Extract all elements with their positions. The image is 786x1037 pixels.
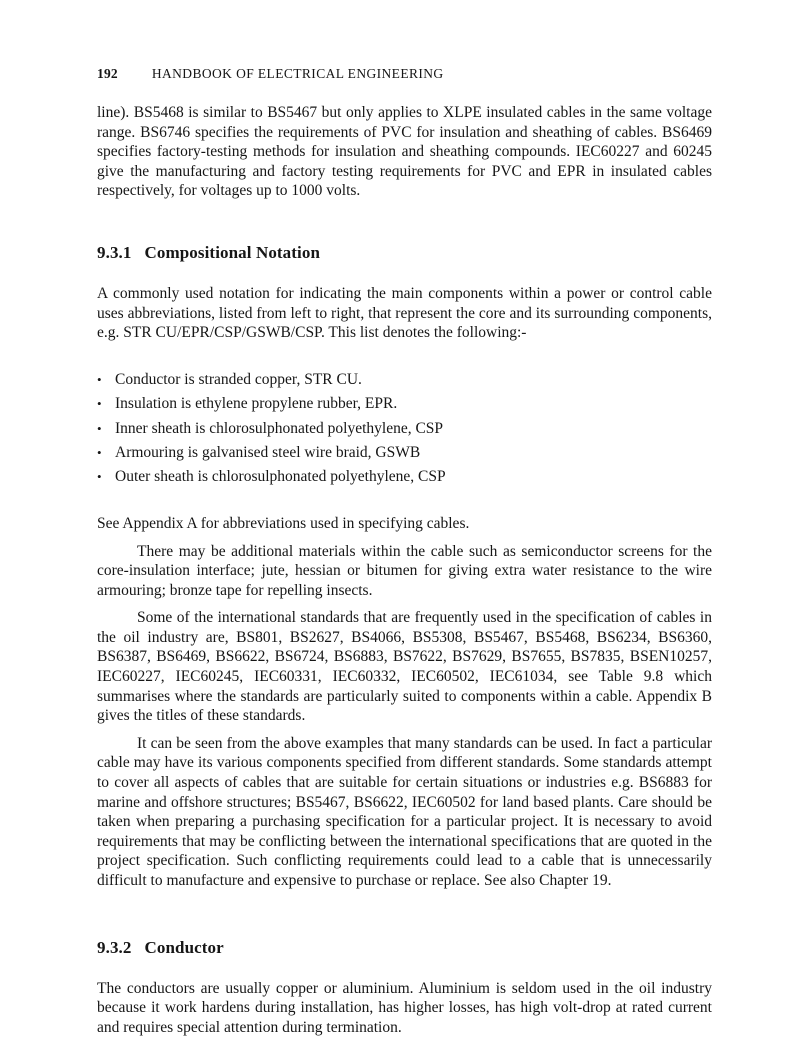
materials-paragraph: There may be additional materials within the cable such as semiconductor screens for the core-insulation interface; jute, hessian or bitumen for giving extra water resistance to the wire armouring; bronze tape for repelling insects. <box>97 542 712 599</box>
vertical-spacer <box>97 600 712 608</box>
bullet-text: Insulation is ethylene propylene rubber, EPR. <box>115 395 398 413</box>
list-item <box>97 419 712 439</box>
list-item <box>97 467 712 487</box>
appendix-note-paragraph: See Appendix A for abbreviations used in specifying cables. <box>97 514 470 532</box>
section-title: Compositional Notation <box>144 242 321 262</box>
bullet-text: Inner sheath is chlorosulphonated polyethylene, CSP <box>115 419 444 437</box>
bullet-text: Outer sheath is chlorosulphonated polyethylene, CSP <box>115 468 446 486</box>
notation-bullet-list <box>97 370 712 487</box>
conductors-paragraph: The conductors are usually copper or aluminium. Aluminium is seldom used in the oil industry because it work hardens during installation, has higher losses, has high volt-drop at rated current and requires special attention during termination. <box>97 979 712 1036</box>
bullet-icon: • <box>97 420 102 436</box>
list-item <box>97 394 712 414</box>
page-number: 192 <box>97 66 118 81</box>
page-header <box>97 66 712 82</box>
standards-paragraph: Some of the international standards that are frequently used in the specification of cables in the oil industry are, BS801, BS2627, BS4066, BS5308, BS5467, BS5468, BS6234, BS6360, BS6387, BS6469, BS6622, BS6724, BS6883, BS7622, BS7629, BS7655, BS7835, BSEN10257, IEC60227, IEC60245, IEC60331, IEC60332, IEC60502, IEC61034, see Table 9.8 which summarises where the standards are particularly suited to components within a cable. Appendix B gives the titles of these standards. <box>97 609 712 725</box>
bullet-icon: • <box>97 371 102 387</box>
bullet-text: Armouring is galvanised steel wire braid, GSWB <box>115 443 421 461</box>
section-number: 9.3.2 <box>97 937 132 957</box>
list-item <box>97 443 712 463</box>
section-heading-931 <box>97 243 712 263</box>
list-item <box>97 370 712 390</box>
examples-paragraph: It can be seen from the above examples that many standards can be used. In fact a particular cable may have its various components specified from different standards. Some standards attempt to cover all aspects of cables that are suitable for certain situations or industries e.g. BS6883 for marine and offshore structures; BS5467, BS6622, IEC60502 for land based plants. Care should be taken when preparing a purchasing specification for a particular project. It is necessary to avoid requirements that may be conflicting between the international specifications that are quoted in the project specification. Such conflicting requirements could lead to a cable that is unnecessarily difficult to manufacture and expensive to purchase or replace. See also Chapter 19. <box>97 734 712 889</box>
notation-paragraph: A commonly used notation for indicating the main components within a power or control cable uses abbreviations, listed from left to right, that represent the core and its surrounding components, e.g. STR CU/EPR/CSP/GSWB/CSP. This list denotes the following:- <box>97 284 712 342</box>
book-title: HANDBOOK OF ELECTRICAL ENGINEERING <box>151 66 444 81</box>
bullet-icon: • <box>97 469 102 485</box>
bullet-icon: • <box>97 444 102 460</box>
vertical-spacer <box>97 534 712 542</box>
vertical-spacer <box>97 726 712 734</box>
section-number: 9.3.1 <box>97 242 132 262</box>
section-heading-932 <box>97 938 712 958</box>
section-title: Conductor <box>144 937 224 957</box>
bullet-text: Conductor is stranded copper, STR CU. <box>115 370 362 388</box>
intro-paragraph: line). BS5468 is similar to BS5467 but only applies to XLPE insulated cables in the same voltage range. BS6746 specifies the requirements of PVC for insulation and sheathing of cables. BS6469 specifies factory-testing methods for insulation and sheathing compounds. IEC60227 and 60245 give the manufacturing and factory testing requirements for PVC and EPR in insulated cables respectively, for voltages up to 1000 volts. <box>97 104 712 200</box>
bullet-icon: • <box>97 396 102 412</box>
